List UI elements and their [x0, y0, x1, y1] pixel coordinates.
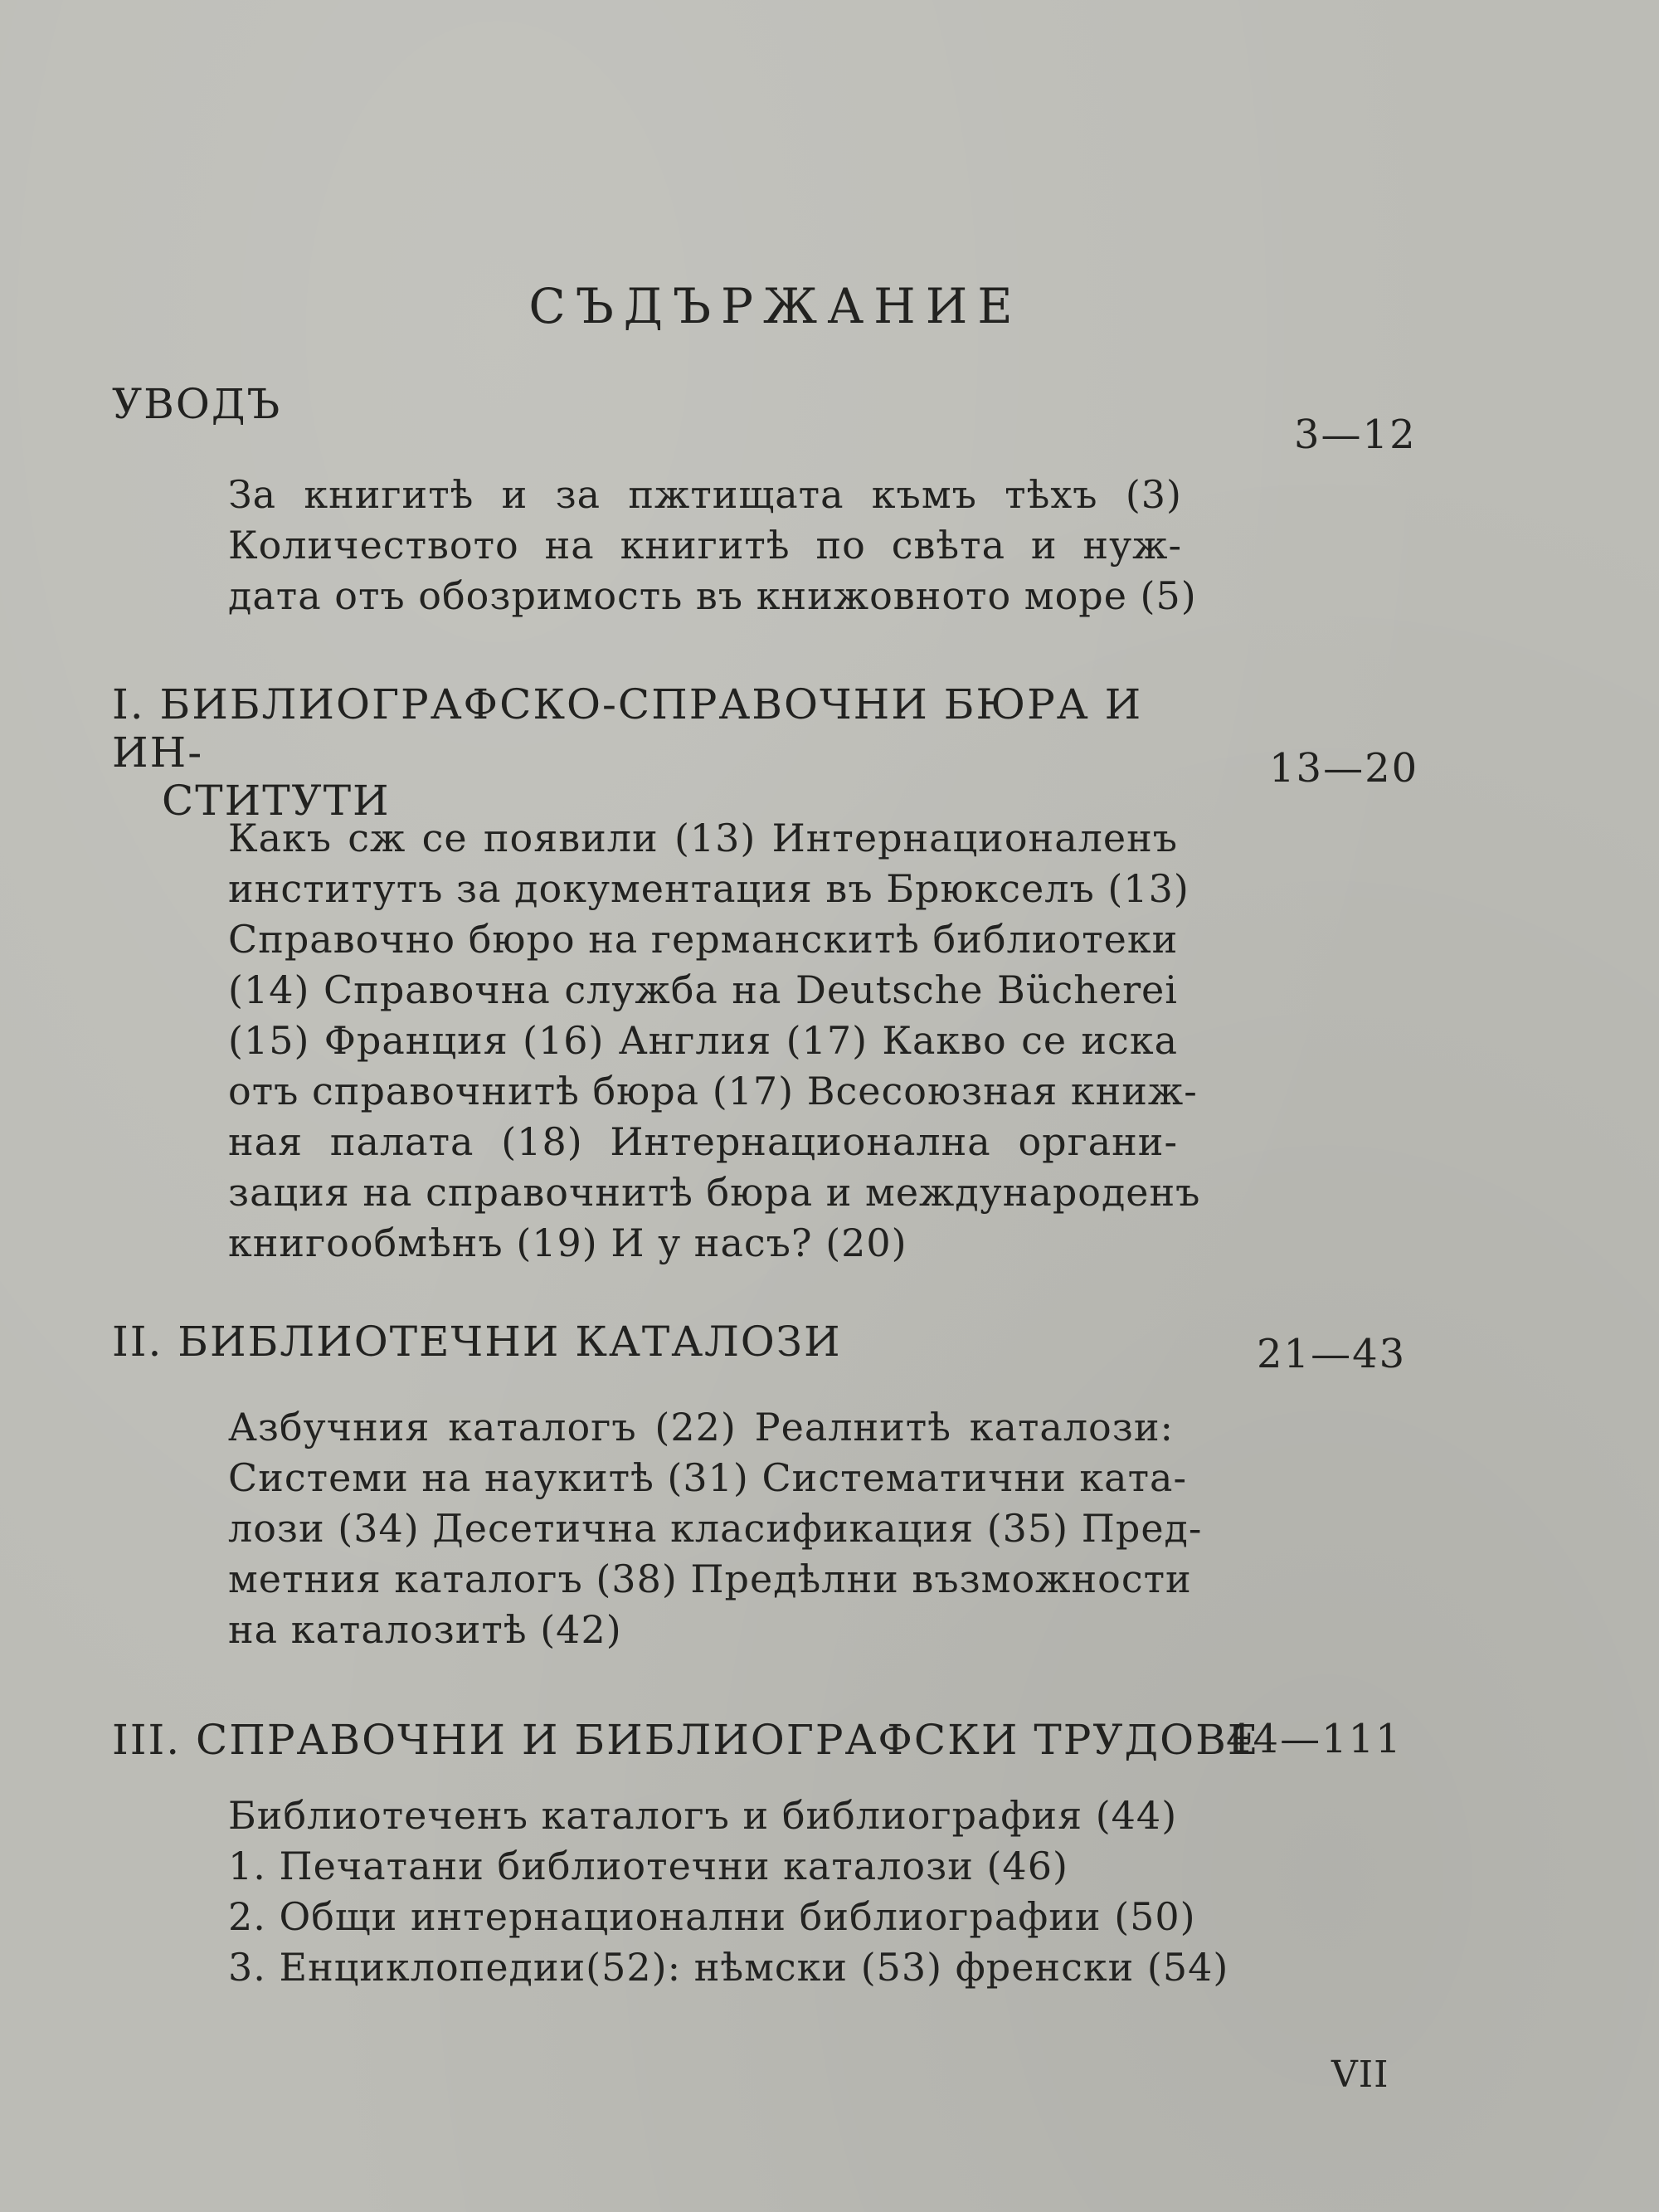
section-title-line: III. СПРАВОЧНИ И БИБЛИОГРАФСКИ ТРУДОВЕ [112, 1716, 1260, 1764]
section-title-line: УВОДЪ [112, 380, 282, 428]
summary-line: 1. Печатани библиотечни каталози (46) [228, 1844, 1068, 1888]
section-pages-reference-works: 44—111 [1226, 1716, 1403, 1762]
summary-line: За книгитѣ и за пжтищата къмъ тѣхъ (3) [228, 472, 1182, 517]
summary-line: ная палата (18) Интернационална органи- [228, 1119, 1178, 1164]
summary-line: институтъ за документация въ Брюкселъ (13) [228, 866, 1190, 911]
summary-line: Справочно бюро на германскитѣ библиотеки [228, 917, 1179, 962]
summary-line: на каталозитѣ (42) [228, 1607, 622, 1652]
section-pages-intro: 3—12 [1294, 412, 1417, 458]
section-pages-bibliographic-bureaus: 13—20 [1269, 745, 1419, 792]
page-number: VII [1331, 2054, 1389, 2096]
summary-line: книгообмѣнъ (19) И у насъ? (20) [228, 1220, 907, 1265]
section-title-bibliographic-bureaus [112, 680, 1182, 825]
summary-line: Какъ сж се появили (13) Интернационаленъ [228, 816, 1178, 860]
summary-line: (15) Франция (16) Англия (17) Какво се иска [228, 1018, 1178, 1063]
page-heading: СЪДЪРЖАНИЕ [528, 278, 1023, 334]
section-title-line: СТИТУТИ [162, 777, 391, 825]
section-title-intro [112, 380, 281, 428]
summary-line: дата отъ обозримость въ книжовното море (5) [228, 573, 1197, 618]
section-title-line: II. БИБЛИОТЕЧНИ КАТАЛОЗИ [112, 1318, 842, 1366]
section-title-line: I. БИБЛИОГРАФСКО-СПРАВОЧНИ БЮРА И ИН- [112, 680, 1143, 777]
section-summary-reference-works [228, 1791, 1229, 1993]
section-summary-library-catalogues [228, 1402, 1203, 1655]
summary-line: Системи на наукитѣ (31) Систематични ката- [228, 1455, 1188, 1500]
summary-line: 2. Общи интернационални библиографии (50) [228, 1894, 1196, 1939]
summary-line: 3. Енциклопедии(52): нѣмски (53) френски (54) [228, 1945, 1229, 1990]
summary-line: Библиотеченъ каталогъ и библиография (44) [228, 1793, 1178, 1838]
section-title-reference-works [112, 1716, 1259, 1764]
section-title-library-catalogues [112, 1318, 842, 1366]
summary-line: метния каталогъ (38) Предѣлни възможности [228, 1557, 1192, 1601]
summary-line: Азбучния каталогъ (22) Реалнитѣ каталози: [228, 1405, 1174, 1449]
summary-line: Количеството на книгитѣ по свѣта и нуж- [228, 523, 1182, 568]
summary-line: (14) Справочна служба на Deutsche Bücherei [228, 967, 1178, 1012]
summary-line: отъ справочнитѣ бюра (17) Всесоюзная книж- [228, 1069, 1198, 1113]
section-pages-library-catalogues: 21—43 [1257, 1331, 1407, 1377]
section-summary-intro [228, 470, 1197, 621]
section-summary-bibliographic-bureaus [228, 813, 1201, 1269]
summary-line: зация на справочнитѣ бюра и международенъ [228, 1170, 1201, 1215]
summary-line: лози (34) Десетична класификация (35) Пред- [228, 1506, 1203, 1551]
